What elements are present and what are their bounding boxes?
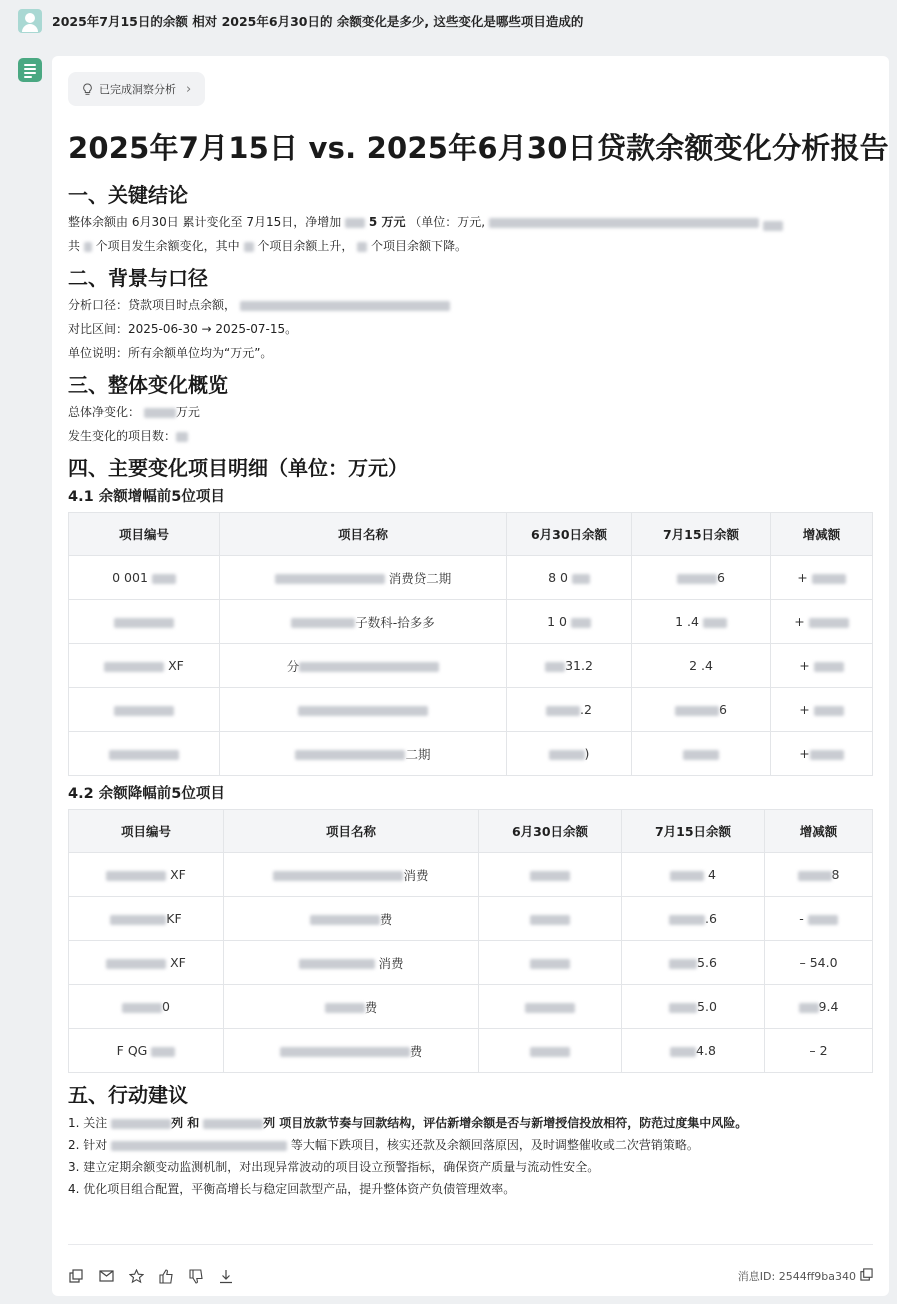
cell-text: 1 0 [547,614,567,629]
text: 总体净变化： [68,405,141,419]
redacted [669,959,697,969]
redacted [683,750,719,760]
redacted [106,959,166,969]
section-details: 四、主要变化项目明细（单位：万元） [68,456,408,480]
cell [632,600,771,644]
redacted [122,1003,162,1013]
cell-text: ) [584,746,590,761]
redacted [572,574,590,584]
cell-text: – 2 [809,1043,828,1058]
cell [69,644,220,688]
footer-divider [68,1244,873,1245]
cell [507,732,632,776]
background-line-1 [68,295,873,315]
cell [765,853,873,897]
cell [622,1029,765,1073]
text: 列 和 [171,1116,200,1130]
cell [224,853,479,897]
cell-text: 8 0 [548,570,568,585]
redacted [808,915,838,925]
cell [632,644,771,688]
cell [69,688,220,732]
redacted [357,242,367,252]
cell [507,688,632,732]
cell-text: 费 [379,911,393,927]
redacted [111,1119,171,1129]
col-project-id: 项目编号 [69,810,224,853]
action-item [68,1134,873,1156]
table-row [69,853,873,897]
cell [220,732,507,776]
redacted [525,1003,575,1013]
cell [632,556,771,600]
net-increase-value: 5 万元 [368,215,406,229]
cell [224,985,479,1029]
redacted [669,1003,697,1013]
table-row [69,732,873,776]
text: 2. 针对 [68,1138,108,1152]
cell [479,941,622,985]
top-increase-title: 4.1 余额增幅前5位项目 [68,489,225,505]
thumbs-up-icon[interactable] [158,1268,174,1284]
thumbs-down-icon[interactable] [188,1268,204,1284]
cell-text: 5.0 [697,999,717,1014]
assistant-response-card [52,56,889,1296]
user-question: 2025年7月15日的余额 相对 2025年6月30日的 余额变化是多少, 这些变化是哪些项目造成的 [52,14,584,29]
redacted [814,706,844,716]
redacted [291,618,355,628]
cell [220,556,507,600]
cell-text: KF [166,911,182,926]
table-header-row [69,810,873,853]
cell [69,853,224,897]
redacted [530,959,570,969]
table-row [69,941,873,985]
redacted [151,1047,175,1057]
overview-line-1 [68,402,873,422]
section-key-conclusions: 一、关键结论 [68,183,188,207]
cell-text: 9.4 [818,999,839,1014]
redacted [110,915,166,925]
cell [224,897,479,941]
redacted [203,1119,263,1129]
cell [765,985,873,1029]
text: 发生变化的项目数： [68,429,177,443]
action-item [68,1112,873,1134]
redacted [299,662,439,672]
copy-icon[interactable] [68,1268,84,1284]
text: （单位：万元, [409,215,486,229]
cell-text: 5.6 [697,955,717,970]
cell [479,1029,622,1073]
table-row [69,556,873,600]
cell [69,600,220,644]
cell-text: F QG [116,1043,148,1058]
text: 个项目余额上升， [257,239,354,253]
cell-text: 消费 [378,955,404,971]
cell [69,941,224,985]
cell-text: 消费贷二期 [388,570,452,586]
text: 共 [68,239,81,253]
cell [622,941,765,985]
cell-text: + [799,658,810,673]
redacted [546,706,580,716]
cell-text: .6 [705,911,717,926]
redacted [571,618,591,628]
redacted [814,662,844,672]
action-item: 4. 优化项目组合配置，平衡高增长与稳定回款型产品，提升整体资产负债管理效率。 [68,1182,516,1196]
table-row [69,600,873,644]
download-icon[interactable] [218,1268,234,1284]
redacted [763,221,783,231]
table-header-row [69,513,873,556]
cell-text: XF [170,955,186,970]
table-row [69,897,873,941]
redacted [106,871,166,881]
cell-text: 0 [162,999,170,1014]
col-project-id: 项目编号 [69,513,220,556]
background-line-3: 单位说明：所有余额单位均为“万元”。 [68,346,273,360]
cell [69,985,224,1029]
cell-text: 6 [719,702,727,717]
section-actions: 五、行动建议 [68,1083,188,1107]
redacted [545,662,565,672]
section-background: 二、背景与口径 [68,266,208,290]
cell-text: 1 .4 [675,614,699,629]
redacted [798,871,832,881]
redacted [670,1047,696,1057]
cell [220,688,507,732]
user-avatar [18,9,42,33]
redacted [810,750,844,760]
redacted [675,706,719,716]
cell [69,732,220,776]
top-increase-table [68,512,873,776]
cell [507,556,632,600]
redacted [530,871,570,881]
cell [69,1029,224,1073]
redacted [799,1003,819,1013]
mail-icon[interactable] [98,1268,114,1284]
cell-text: 费 [364,999,378,1015]
cell-text: + [797,570,808,585]
cell [69,556,220,600]
col-change: 增减额 [771,513,873,556]
col-change: 增减额 [765,810,873,853]
cell-text: XF [168,658,184,673]
insight-chip-label: 已完成洞察分析 [99,83,176,96]
background-line-2: 对比区间：2025-06-30 → 2025-07-15。 [68,322,298,336]
section-overview: 三、整体变化概览 [68,373,228,397]
cell [479,897,622,941]
col-balance-0715: 7月15日余额 [622,810,765,853]
cell [765,897,873,941]
cell-text: .2 [580,702,592,717]
copy-id-icon[interactable] [860,1268,873,1284]
redacted [114,706,174,716]
cell [479,853,622,897]
cell [220,644,507,688]
cell [765,1029,873,1073]
text: 列 项目放款节奏与回款结构，评估新增余额是否与新增授信投放相符，防范过度集中风险。 [263,1116,748,1130]
conclusion-line-1 [68,212,873,232]
star-icon[interactable] [128,1268,144,1284]
cell-text: 0 001 [112,570,148,585]
cell [632,688,771,732]
redacted [809,618,849,628]
lightbulb-icon [82,83,93,96]
message-toolbar [68,1268,234,1284]
cell [220,600,507,644]
redacted [299,959,375,969]
redacted [703,618,727,628]
message-id-text: 消息ID: 2544ff9ba340 [737,1270,856,1283]
redacted [677,574,717,584]
cell [69,897,224,941]
redacted [670,871,704,881]
cell-text: 子数科-拾多多 [355,614,435,630]
cell-text: XF [170,867,186,882]
cell [622,985,765,1029]
cell-text: + [799,702,810,717]
cell-text: 6 [717,570,725,585]
col-balance-0630: 6月30日余额 [507,513,632,556]
cell-text: + [794,614,805,629]
text: 整体余额由 6月30日 累计变化至 7月15日，净增加 [68,215,342,229]
redacted [549,750,585,760]
message-footer [68,1266,873,1286]
cell-text: 2 .4 [689,658,713,673]
cell-text: - [799,911,804,926]
redacted [345,218,365,228]
redacted [176,432,188,442]
cell [632,732,771,776]
redacted [114,618,174,628]
overview-line-2 [68,426,873,446]
action-item: 3. 建立定期余额变动监测机制，对出现异常波动的项目设立预警指标，确保资产质量与流动性安全。 [68,1160,600,1174]
cell [771,732,873,776]
chevron-right-icon: › [186,81,192,97]
redacted [275,574,385,584]
table-row [69,688,873,732]
cell-text: 8 [831,867,840,882]
action-list [68,1112,873,1200]
text: 个项目发生余额变化，其中 [95,239,240,253]
redacted [530,1047,570,1057]
redacted [812,574,846,584]
col-balance-0715: 7月15日余额 [632,513,771,556]
table-row [69,644,873,688]
cell [622,897,765,941]
cell [507,644,632,688]
redacted [111,1141,287,1151]
cell [771,600,873,644]
cell [224,941,479,985]
col-project-name: 项目名称 [220,513,507,556]
redacted [280,1047,410,1057]
cell [224,1029,479,1073]
redacted [310,915,380,925]
cell-text: 4.8 [696,1043,716,1058]
cell [771,688,873,732]
cell [507,600,632,644]
text: 万元 [175,405,200,419]
top-decrease-title: 4.2 余额降幅前5位项目 [68,786,225,802]
insight-analysis-chip[interactable] [68,72,205,106]
text: 1. 关注 [68,1116,108,1130]
cell-text: 费 [409,1043,423,1059]
cell [622,853,765,897]
redacted [144,408,176,418]
text: 个项目余额下降。 [371,239,468,253]
cell-text: 分 [286,658,300,674]
cell [771,556,873,600]
text: 分析口径：贷款项目时点余额， [68,298,237,312]
col-balance-0630: 6月30日余额 [479,810,622,853]
redacted [298,706,428,716]
redacted [325,1003,365,1013]
redacted [295,750,405,760]
redacted [84,242,92,252]
cell-text: 消费 [403,867,429,883]
cell-text: 4 [708,867,716,882]
cell [765,941,873,985]
cell-text: 二期 [405,746,431,762]
cell-text: 31.2 [565,658,593,673]
table-row [69,1029,873,1073]
cell [479,985,622,1029]
table-row [69,985,873,1029]
redacted [240,301,450,311]
redacted [244,242,254,252]
top-decrease-table [68,809,873,1073]
cell-text: + [799,746,810,761]
redacted [152,574,176,584]
redacted [489,218,759,228]
cell [771,644,873,688]
report-title: 2025年7月15日 vs. 2025年6月30日贷款余额变化分析报告 [68,131,889,165]
redacted [273,871,403,881]
cell-text: – 54.0 [799,955,838,970]
user-message [18,8,887,34]
col-project-name: 项目名称 [224,810,479,853]
conclusion-line-2 [68,236,873,256]
redacted [109,750,179,760]
redacted [669,915,705,925]
redacted [530,915,570,925]
assistant-document-icon [18,58,42,82]
redacted [104,662,164,672]
message-id [738,1268,873,1284]
text: 等大幅下跌项目，核实还款及余额回落原因，及时调整催收或二次营销策略。 [290,1138,699,1152]
